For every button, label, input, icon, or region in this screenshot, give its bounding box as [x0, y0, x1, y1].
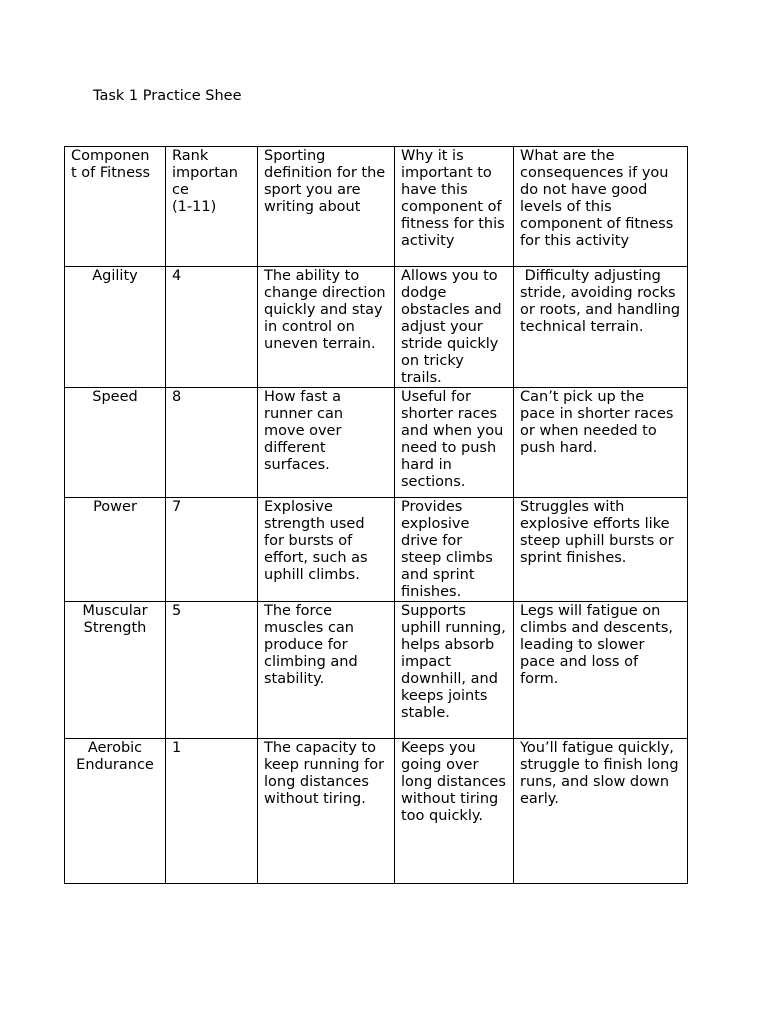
consequences-cell: You’ll fatigue quickly, struggle to finish long runs, and slow down early. — [514, 739, 688, 884]
header-cell-definition: Sporting definition for the sport you are writing about — [258, 147, 395, 267]
definition-cell: The force muscles can produce for climbing and stability. — [258, 602, 395, 739]
definition-cell: The capacity to keep running for long distances without tiring. — [258, 739, 395, 884]
rank-cell: 4 — [166, 267, 258, 388]
importance-cell: Useful for shorter races and when you need to push hard in sections. — [395, 388, 514, 498]
header-cell-component — [65, 147, 166, 267]
table-row — [65, 602, 688, 739]
page-title: Task 1 Practice Shee — [93, 88, 242, 104]
rank-cell: 7 — [166, 498, 258, 602]
rank-cell: 1 — [166, 739, 258, 884]
definition-cell: How fast a runner can move over different surfaces. — [258, 388, 395, 498]
importance-cell: Supports uphill running, helps absorb impact downhill, and keeps joints stable. — [395, 602, 514, 739]
fitness-components-table — [64, 146, 688, 884]
header-rank-line4: (1-11) — [172, 199, 217, 215]
table-header-row — [65, 147, 688, 267]
component-cell: Power — [65, 498, 166, 602]
table-row — [65, 739, 688, 884]
component-cell: Aerobic Endurance — [65, 739, 166, 884]
consequences-cell: Difficulty adjusting stride, avoiding rocks or roots, and handling technical terrain. — [514, 267, 688, 388]
header-rank-line2: importan — [172, 165, 238, 181]
header-cell-consequences: What are the consequences if you do not have good levels of this component of fitness for this activity — [514, 147, 688, 267]
definition-cell: The ability to change direction quickly and stay in control on uneven terrain. — [258, 267, 395, 388]
definition-cell: Explosive strength used for bursts of effort, such as uphill climbs. — [258, 498, 395, 602]
table-row — [65, 388, 688, 498]
rank-cell: 8 — [166, 388, 258, 498]
component-cell: Muscular Strength — [65, 602, 166, 739]
table-row — [65, 498, 688, 602]
component-cell: Speed — [65, 388, 166, 498]
header-rank-line3: ce — [172, 182, 189, 198]
header-component-line1: Componen — [71, 148, 150, 164]
importance-cell: Allows you to dodge obstacles and adjust your stride quickly on tricky trails. — [395, 267, 514, 388]
importance-cell: Keeps you going over long distances without tiring too quickly. — [395, 739, 514, 884]
header-component-line2: t of Fitness — [71, 165, 151, 181]
table-row — [65, 267, 688, 388]
component-cell: Agility — [65, 267, 166, 388]
header-cell-rank — [166, 147, 258, 267]
consequences-cell: Can’t pick up the pace in shorter races or when needed to push hard. — [514, 388, 688, 498]
header-rank-line1: Rank — [172, 148, 209, 164]
consequences-cell: Struggles with explosive efforts like steep uphill bursts or sprint finishes. — [514, 498, 688, 602]
header-cell-importance: Why it is important to have this component of fitness for this activity — [395, 147, 514, 267]
consequences-cell: Legs will fatigue on climbs and descents, leading to slower pace and loss of form. — [514, 602, 688, 739]
rank-cell: 5 — [166, 602, 258, 739]
importance-cell: Provides explosive drive for steep climbs and sprint finishes. — [395, 498, 514, 602]
